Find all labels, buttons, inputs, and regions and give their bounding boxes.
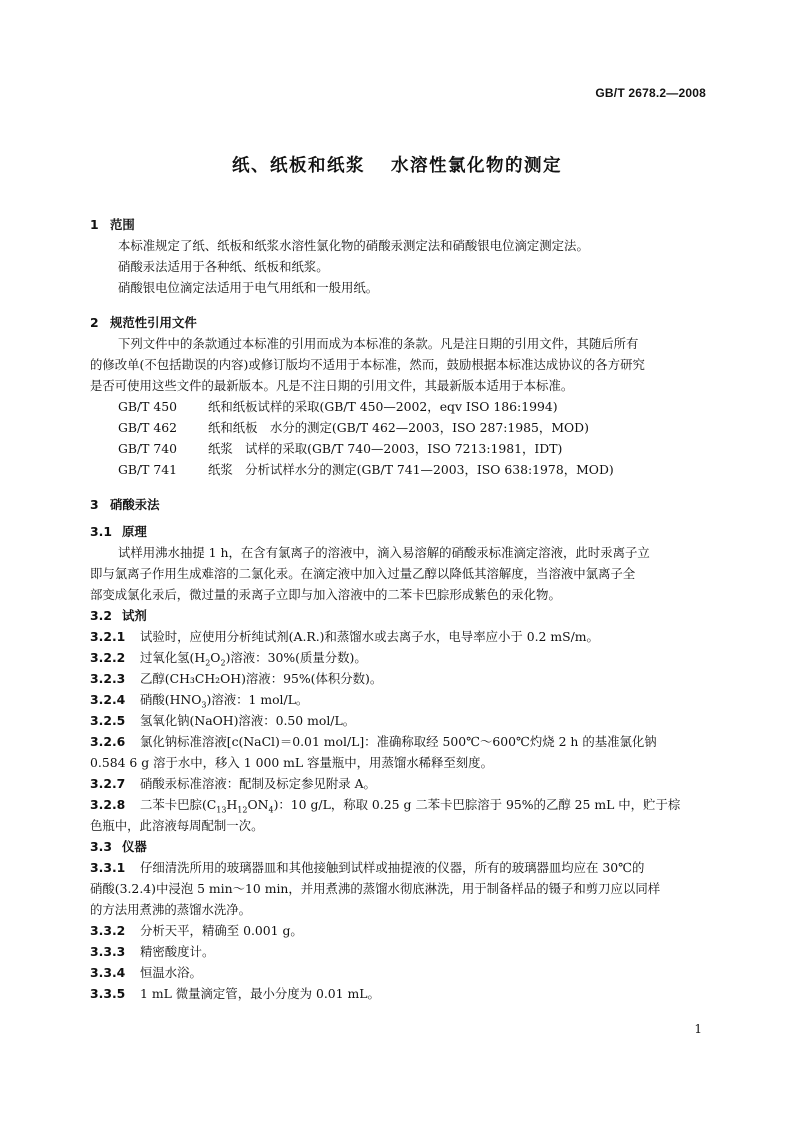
clause-3-3-1-cont-2: 的方法用煮沸的蒸馏水洗净。 (90, 902, 252, 917)
clause-text: 氢氧化钠(NaOH)溶液：0.50 mol/L。 (140, 713, 356, 728)
clause-text: 硝酸$(HNO_3)$溶液：1 mol/L。 (140, 692, 309, 710)
subsection-3-3-heading (90, 836, 706, 857)
section-3-heading (90, 494, 706, 515)
clause-3-2-3 (90, 668, 706, 689)
subsection-number: 3.3 (90, 839, 112, 854)
clause-number: 3.3.5 (90, 986, 126, 1001)
clause-number: 3.3.3 (90, 944, 126, 959)
clause-number: 3.2.4 (90, 692, 126, 707)
subsection-number: 3.2 (90, 608, 112, 623)
subsection-3-2-heading (90, 605, 706, 626)
clause-text: 分析天平，精确至 0.001 g。 (140, 923, 303, 938)
title-part-2: 水溶性氯化物的测定 (391, 156, 562, 176)
section-title: 范围 (110, 217, 135, 232)
clause-text: 1 mL 微量滴定管，最小分度为 0.01 mL。 (140, 986, 380, 1001)
clause-3-2-6-cont: 0.584 6 g 溶于水中，移入 1 000 mL 容量瓶中，用蒸馏水稀释至刻度。 (90, 755, 493, 770)
subsection-title: 仪器 (122, 839, 147, 854)
subsection-3-1-heading (90, 521, 706, 542)
section-2-para-line-1: 下列文件中的条款通过本标准的引用而成为本标准的条款。凡是注日期的引用文件，其随后所有 (118, 336, 639, 351)
principle-line-1: 试样用沸水抽提 1 h，在含有氯离子的溶液中，滴入易溶解的硝酸汞标准滴定溶液，此时汞离子立 (118, 545, 650, 560)
clause-number: 3.2.5 (90, 713, 126, 728)
reference-code: GB/T 450 (118, 399, 178, 414)
clause-3-3-4 (90, 962, 706, 983)
section-1-para-2: 硝酸汞法适用于各种纸、纸板和纸浆。 (118, 259, 329, 274)
clause-text: 二苯卡巴腙$(C_{13}H_{12}ON_4)$：10 g/L，称取 0.25 g 二苯卡巴腙溶于 95%的乙醇 25 mL 中，贮于棕 (140, 797, 681, 815)
subsection-number: 3.1 (90, 524, 112, 539)
title-part-1: 纸、纸板和纸浆 (232, 156, 365, 176)
clause-number: 3.2.3 (90, 671, 126, 686)
clause-3-2-8 (90, 794, 706, 815)
clause-number: 3.3.4 (90, 965, 126, 980)
reference-item (90, 438, 706, 459)
reference-title: 纸和纸板试样的采取(GB/T 450—2002，eqv ISO 186:1994) (208, 399, 558, 414)
reference-item (90, 417, 706, 438)
section-2-heading (90, 312, 706, 333)
clause-3-2-5 (90, 710, 706, 731)
reference-code: GB/T 462 (118, 420, 178, 435)
clause-text: 试验时，应使用分析纯试剂(A.R.)和蒸馏水或去离子水，电导率应小于 0.2 mS/m。 (140, 629, 599, 644)
section-2-para-line-2: 的修改单(不包括勘误的内容)或修订版均不适用于本标准，然而，鼓励根据本标准达成协议的各方研究 (90, 357, 645, 372)
clause-number: 3.2.7 (90, 776, 126, 791)
clause-number: 3.3.2 (90, 923, 126, 938)
subsection-title: 试剂 (122, 608, 147, 623)
principle-line-2: 即与氯离子作用生成难溶的二氯化汞。在滴定液中加入过量乙醇以降低其溶解度，当溶液中氯离子全 (90, 566, 636, 581)
document-title (0, 152, 794, 177)
clause-3-3-2 (90, 920, 706, 941)
clause-number: 3.2.6 (90, 734, 126, 749)
reference-code: GB/T 740 (118, 441, 178, 456)
principle-line-3: 部变成氯化汞后，微过量的汞离子立即与加入溶液中的二苯卡巴腙形成紫色的汞化物。 (90, 587, 561, 602)
section-number: 3 (90, 497, 99, 512)
clause-3-3-5 (90, 983, 706, 1004)
section-1-para-3: 硝酸银电位滴定法适用于电气用纸和一般用纸。 (118, 280, 379, 295)
section-title: 规范性引用文件 (110, 315, 197, 330)
reference-code: GB/T 741 (118, 462, 178, 477)
clause-number: 3.2.8 (90, 797, 126, 812)
clause-3-2-8-cont: 色瓶中，此溶液每周配制一次。 (90, 818, 264, 833)
clause-number: 3.2.1 (90, 629, 126, 644)
clause-3-3-3 (90, 941, 706, 962)
reference-title: 纸浆 试样的采取(GB/T 740—2003，ISO 7213:1981，IDT) (208, 441, 563, 456)
clause-text: 乙醇(CH₃CH₂OH)溶液：95%(体积分数)。 (140, 671, 383, 686)
page-number: 1 (694, 1022, 702, 1036)
clause-text: 过氧化氢$(H_2O_2)$溶液：30%(质量分数)。 (140, 650, 367, 668)
clause-3-2-6 (90, 731, 706, 752)
clause-3-2-2 (90, 647, 706, 668)
document-body (90, 214, 706, 1004)
standard-code: GB/T 2678.2—2008 (595, 86, 706, 100)
clause-3-3-1 (90, 857, 706, 878)
clause-text: 氯化钠标准溶液[c(NaCl)＝0.01 mol/L]：准确称取经 500℃～600℃灼烧 2 h 的基准氯化钠 (140, 734, 657, 749)
clause-3-2-4 (90, 689, 706, 710)
clause-text: 仔细清洗所用的玻璃器皿和其他接触到试样或抽提液的仪器，所有的玻璃器皿均应在 30℃的 (140, 860, 645, 875)
clause-number: 3.3.1 (90, 860, 126, 875)
reference-item (90, 396, 706, 417)
clause-text: 精密酸度计。 (140, 944, 215, 959)
clause-text: 硝酸汞标准溶液：配制及标定参见附录 A。 (140, 776, 376, 791)
clause-text: 恒温水浴。 (140, 965, 202, 980)
clause-number: 3.2.2 (90, 650, 126, 665)
reference-title: 纸浆 分析试样水分的测定(GB/T 741—2003，ISO 638:1978，MOD) (208, 462, 614, 477)
subsection-title: 原理 (122, 524, 147, 539)
section-1-para-1: 本标准规定了纸、纸板和纸浆水溶性氯化物的硝酸汞测定法和硝酸银电位滴定测定法。 (118, 238, 589, 253)
clause-3-2-7 (90, 773, 706, 794)
clause-3-3-1-cont-1: 硝酸(3.2.4)中浸泡 5 min～10 min，并用煮沸的蒸馏水彻底淋洗，用于制备样品的镊子和剪刀应以同样 (90, 881, 661, 896)
section-1-heading (90, 214, 706, 235)
section-number: 1 (90, 217, 99, 232)
section-number: 2 (90, 315, 99, 330)
section-title: 硝酸汞法 (110, 497, 160, 512)
reference-title: 纸和纸板 水分的测定(GB/T 462—2003，ISO 287:1985，MOD) (208, 420, 589, 435)
clause-3-2-1 (90, 626, 706, 647)
section-2-para-line-3: 是否可使用这些文件的最新版本。凡是不注日期的引用文件，其最新版本适用于本标准。 (90, 378, 574, 393)
reference-item (90, 459, 706, 480)
